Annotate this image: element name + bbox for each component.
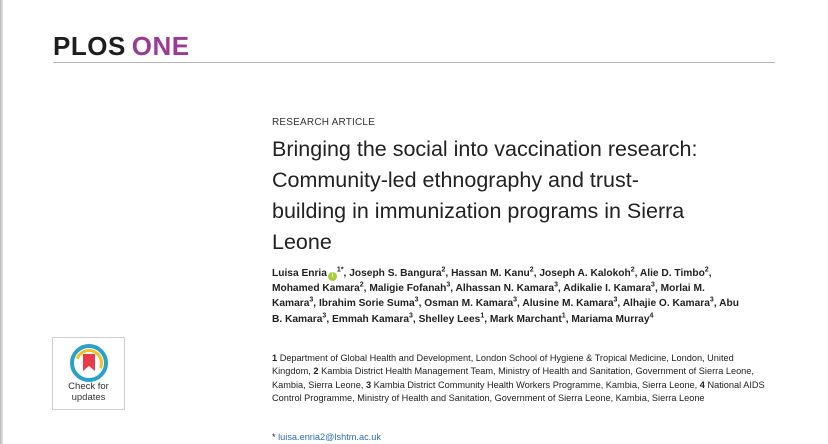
author-affiliation-sup: 3 xyxy=(414,297,419,305)
author-name[interactable]: Adikalie I. Kamara$^3$ xyxy=(563,281,655,295)
affiliation-number: 2 xyxy=(313,366,319,377)
author-affiliation-sup: 3 xyxy=(554,281,558,289)
author-affiliation-sup: 3 xyxy=(309,297,314,305)
orcid-icon[interactable]: i xyxy=(328,272,337,281)
author-affiliation-sup: 3 xyxy=(513,297,518,305)
author-name[interactable]: Maligie Fofanah$^3$ xyxy=(369,281,451,295)
title-line: Leone xyxy=(272,230,332,254)
title-line: Bringing the social into vaccination research: xyxy=(272,137,698,161)
author-name[interactable]: Alie D. Timbo$^2$ xyxy=(639,266,709,279)
author-affiliation-sup: 3 xyxy=(709,297,714,305)
author-name[interactable]: Mohamed Kamara$^2$ xyxy=(272,281,364,295)
crossmark-icon xyxy=(69,343,109,383)
author-affiliation-sup: 3 xyxy=(322,312,327,320)
author-name[interactable]: Joseph A. Kalokoh$^2$ xyxy=(539,266,635,279)
author-name[interactable]: Alusine M. Kamara$^3$ xyxy=(522,297,618,310)
author-affiliation-sup: 3 xyxy=(446,281,451,289)
author-affiliation-sup: 2 xyxy=(529,266,534,274)
title-line: building in immunization programs in Sierra xyxy=(272,199,685,223)
author-name[interactable]: Joseph S. Bangura$^2$ xyxy=(349,266,446,279)
correspondence-marker: * xyxy=(272,432,276,442)
page-edge-shadow xyxy=(0,0,3,444)
author-affiliation-sup: 1 xyxy=(480,312,485,320)
author-affiliation-sup: 3 xyxy=(651,281,655,289)
journal-masthead[interactable] xyxy=(53,31,190,61)
author-name[interactable]: Alhajie O. Kamara$^3$ xyxy=(622,297,714,310)
journal-name-one: ONE xyxy=(131,31,190,61)
title-line: Community-led ethnography and trust- xyxy=(272,168,639,192)
author-affiliation-sup: 3 xyxy=(613,297,618,305)
author-name[interactable]: Luisa Enria $i^{1*}$ xyxy=(272,266,344,279)
affiliation-text: National AIDS Control Programme, Ministry of Health and Sanitation, Government of Sierra Leone, Kambia, Sierra Leone xyxy=(272,379,765,403)
correspondence-email-link[interactable]: luisa.enria2@lshtm.ac.uk xyxy=(278,432,381,442)
affiliation-number: 4 xyxy=(699,379,705,390)
affiliation-text: Department of Global Health and Development, London School of Hygiene & Tropical Medicine, London, United Kingdom, xyxy=(272,353,734,377)
author-name[interactable]: Shelley Lees$^1$ xyxy=(418,312,485,325)
author-affiliation-sup: 1 xyxy=(561,312,566,320)
author-affiliation-sup: 3 xyxy=(409,312,413,320)
affiliation-number: 3 xyxy=(365,379,372,390)
author-name[interactable]: Abu B. Kamara$^3$ xyxy=(272,298,739,325)
author-name[interactable]: Ibrahim Sorie Suma$^3$ xyxy=(318,297,419,310)
author-affiliation-sup: 4 xyxy=(649,312,654,320)
article-type-label: RESEARCH ARTICLE xyxy=(272,117,376,128)
author-name[interactable]: Mark Marchant$^1$ xyxy=(489,312,566,325)
author-name[interactable]: Osman M. Kamara$^3$ xyxy=(424,297,518,310)
header-rule xyxy=(53,62,775,63)
check-for-updates-badge[interactable] xyxy=(52,337,125,410)
author-affiliation-sup: 2 xyxy=(704,266,709,274)
author-list: Luisa Enria $i^{1*}$, Joseph S. Bangura$^2$, Hassan M. Kanu$^2$, Joseph A. Kalokoh$^2$, Alie D. Timbo$^2$, Mohamed Kamara$^2$, Maligie Fofanah$^3$, Alhassan N. Kamara$^3$, Adikalie I. Kamara$^3$, Morlai M. Kamara$^3$, Ibrahim Sorie Suma$^3$, Osman M. Kamara$^3$, Alusine M. Kamara$^3$, Alhajie O. Kamara$^3$, Abu B. Kamara$^3$, Emmah Kamara$^3$, Shelley Lees$^1$, Mark Marchant$^1$, Mariama Murray$^4$ xyxy=(272,266,739,325)
author-affiliation-sup: 2 xyxy=(630,266,635,274)
affiliation-list xyxy=(272,352,772,405)
author-name[interactable]: Mariama Murray$^4$ xyxy=(571,312,654,325)
affiliation-item xyxy=(366,380,697,390)
author-name[interactable]: Hassan M. Kanu$^2$ xyxy=(451,266,534,279)
affiliation-number: 1 xyxy=(272,353,278,363)
author-name[interactable]: Morlai M. Kamara$^3$ xyxy=(272,283,705,310)
correspondence xyxy=(272,432,381,442)
check-for-updates-label: Check for updates xyxy=(68,381,109,403)
affiliation-text: Kambia District Community Health Workers Programme, Kambia, Sierra Leone, xyxy=(373,379,698,390)
author-name[interactable]: Emmah Kamara$^3$ xyxy=(331,312,413,325)
author-affiliation-sup: 2 xyxy=(359,281,364,289)
article-title xyxy=(272,134,772,258)
author-affiliation-sup: 1* xyxy=(336,266,344,274)
affiliation-text: Kambia District Health Management Team, Ministry of Health and Sanitation, Government of Sierra Leone, Kambia, Sierra Leone, xyxy=(272,366,754,390)
author-affiliation-sup: 2 xyxy=(441,266,446,274)
author-name[interactable]: Alhassan N. Kamara$^3$ xyxy=(455,281,558,295)
journal-name-plos: PLOS xyxy=(53,31,126,61)
